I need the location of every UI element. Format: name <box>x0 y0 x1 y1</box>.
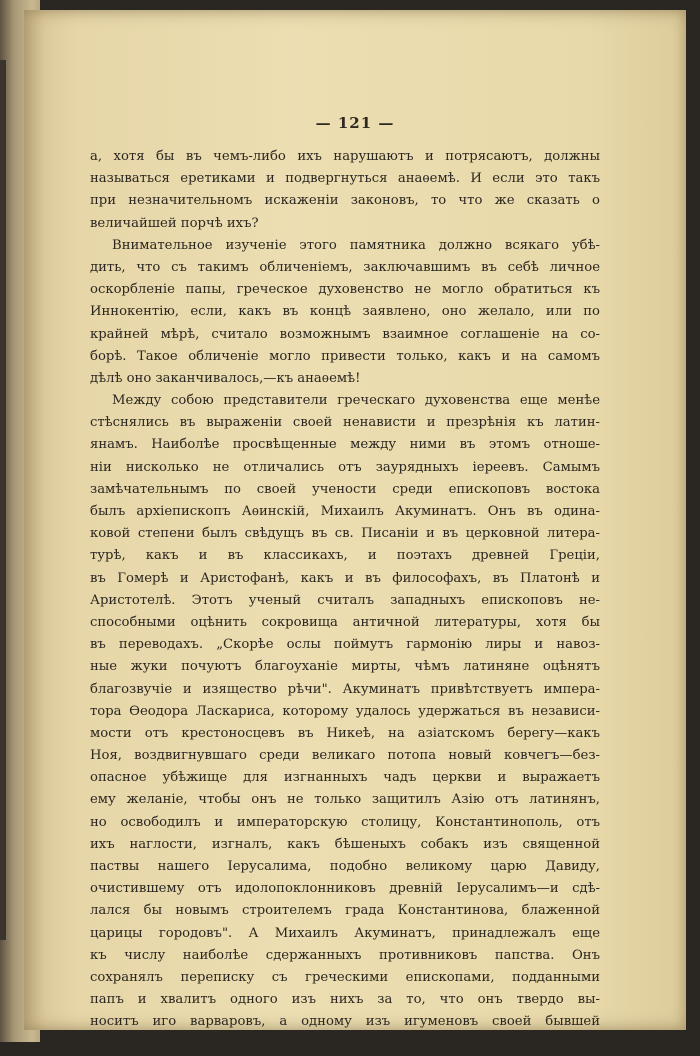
text-line: величайшей порчѣ ихъ? <box>90 215 259 231</box>
text-line: благозвучіе и изящество рѣчи". Акуминатъ привѣтствуетъ импера- <box>90 681 600 697</box>
text-line: янамъ. Наиболѣе просвѣщенные между ними въ этомъ отноше- <box>90 437 600 453</box>
text-line: но освободилъ и императорскую столицу, Константинополь, отъ <box>90 814 600 830</box>
text-line: лался бы новымъ строителемъ града Константинова, блаженной <box>90 903 600 919</box>
text-line: тора Ѳеодора Ласкариса, которому удалось удержаться въ независи- <box>90 703 600 719</box>
text-line: Ноя, воздвигнувшаго среди великаго потопа новый ковчегъ—без- <box>90 748 600 764</box>
text-line: при незначительномъ искаженіи законовъ, то что же сказать о <box>90 193 600 209</box>
text-line: ему желаніе, чтобы онъ не только защитилъ Азію отъ латинянъ, <box>90 792 600 808</box>
text-line: дить, что съ такимъ обличеніемъ, заключавшимъ въ себѣ личное <box>90 259 600 275</box>
text-line: въ переводахъ. „Скорѣе ослы поймутъ гармонію лиры и навоз- <box>90 637 600 653</box>
text-line: въ Гомерѣ и Аристофанѣ, какъ и въ философахъ, въ Платонѣ и <box>90 570 600 586</box>
text-line: ковой степени былъ свѣдущъ въ св. Писаніи и въ церковной литера- <box>90 526 600 542</box>
text-line: къ числу наиболѣе сдержанныхъ противниковъ папства. Онъ <box>90 947 600 963</box>
text-line: оскорбленіе папы, греческое духовенство не могло обратиться къ <box>90 282 600 298</box>
text-line: турѣ, какъ и въ классикахъ, и поэтахъ древней Греціи, <box>90 548 600 564</box>
text-line: епархіи совѣтовалъ по возможности исполнять требованія зам- <box>90 1036 600 1052</box>
text-line: мости отъ крестоносцевъ въ Никеѣ, на азіатскомъ берегу—какъ <box>90 725 600 741</box>
page-number: — 121 — <box>315 114 395 132</box>
text-line: называться еретиками и подвергнуться анаѳемѣ. И если это такъ <box>90 171 600 187</box>
text-line: папъ и хвалитъ одного изъ нихъ за то, что онъ твердо вы- <box>90 992 600 1008</box>
text-line: дѣлѣ оно заканчивалось,—къ анаѳемѣ! <box>90 370 361 386</box>
book-page <box>24 10 686 1052</box>
text-line: царицы городовъ". А Михаилъ Акуминатъ, принадлежалъ еще <box>90 925 600 941</box>
text-line: Между собою представители греческаго духовенства еще менѣе <box>112 393 600 409</box>
text-line: ихъ наглости, изгналъ, какъ бѣшеныхъ собакъ изъ священной <box>90 836 600 852</box>
text-line: замѣчательнымъ по своей учености среди епископовъ востока <box>90 481 600 497</box>
text-line: Иннокентію, если, какъ въ концѣ заявлено, оно желало, или по <box>90 304 600 320</box>
text-line: крайней мѣрѣ, считало возможнымъ взаимное соглашеніе на со- <box>90 326 600 342</box>
text-line: сохранялъ переписку съ греческими епископами, подданными <box>90 969 600 985</box>
body-text <box>90 146 600 1056</box>
text-line: стѣснялись въ выраженіи своей ненависти и презрѣнія къ латин- <box>90 415 600 431</box>
text-line: способными оцѣнить сокровища античной литературы, хотя бы <box>90 614 600 630</box>
text-line: Аристотелѣ. Этотъ ученый считалъ западныхъ епископовъ не- <box>90 592 600 608</box>
text-line: паствы нашего Іерусалима, подобно великому царю Давиду, <box>90 859 600 874</box>
text-line: ніи нисколько не отличались отъ заурядныхъ іереевъ. Самымъ <box>90 459 600 475</box>
text-line: ные жуки почуютъ благоуханіе мирты, чѣмъ латиняне оцѣнятъ <box>90 659 600 675</box>
text-line: былъ архіепископъ Аѳинскій, Михаилъ Акуминатъ. Онъ въ одина- <box>90 504 600 519</box>
text-line: очистившему отъ идолопоклонниковъ древній Іерусалимъ—и сдѣ- <box>90 881 600 897</box>
text-line: носитъ иго варваровъ, а одному изъ игуменовъ своей бывшей <box>90 1014 600 1030</box>
text-line: борѣ. Такое обличеніе могло привести только, какъ и на самомъ <box>90 348 600 364</box>
book-binding-shadow <box>0 60 6 940</box>
text-line: опасное убѣжище для изгнанныхъ чадъ церкви и выражаетъ <box>90 770 600 786</box>
text-line: а, хотя бы въ чемъ-либо ихъ нарушаютъ и потрясаютъ, должны <box>90 149 600 164</box>
text-line: Внимательное изученіе этого памятника должно всякаго убѣ- <box>112 237 600 253</box>
